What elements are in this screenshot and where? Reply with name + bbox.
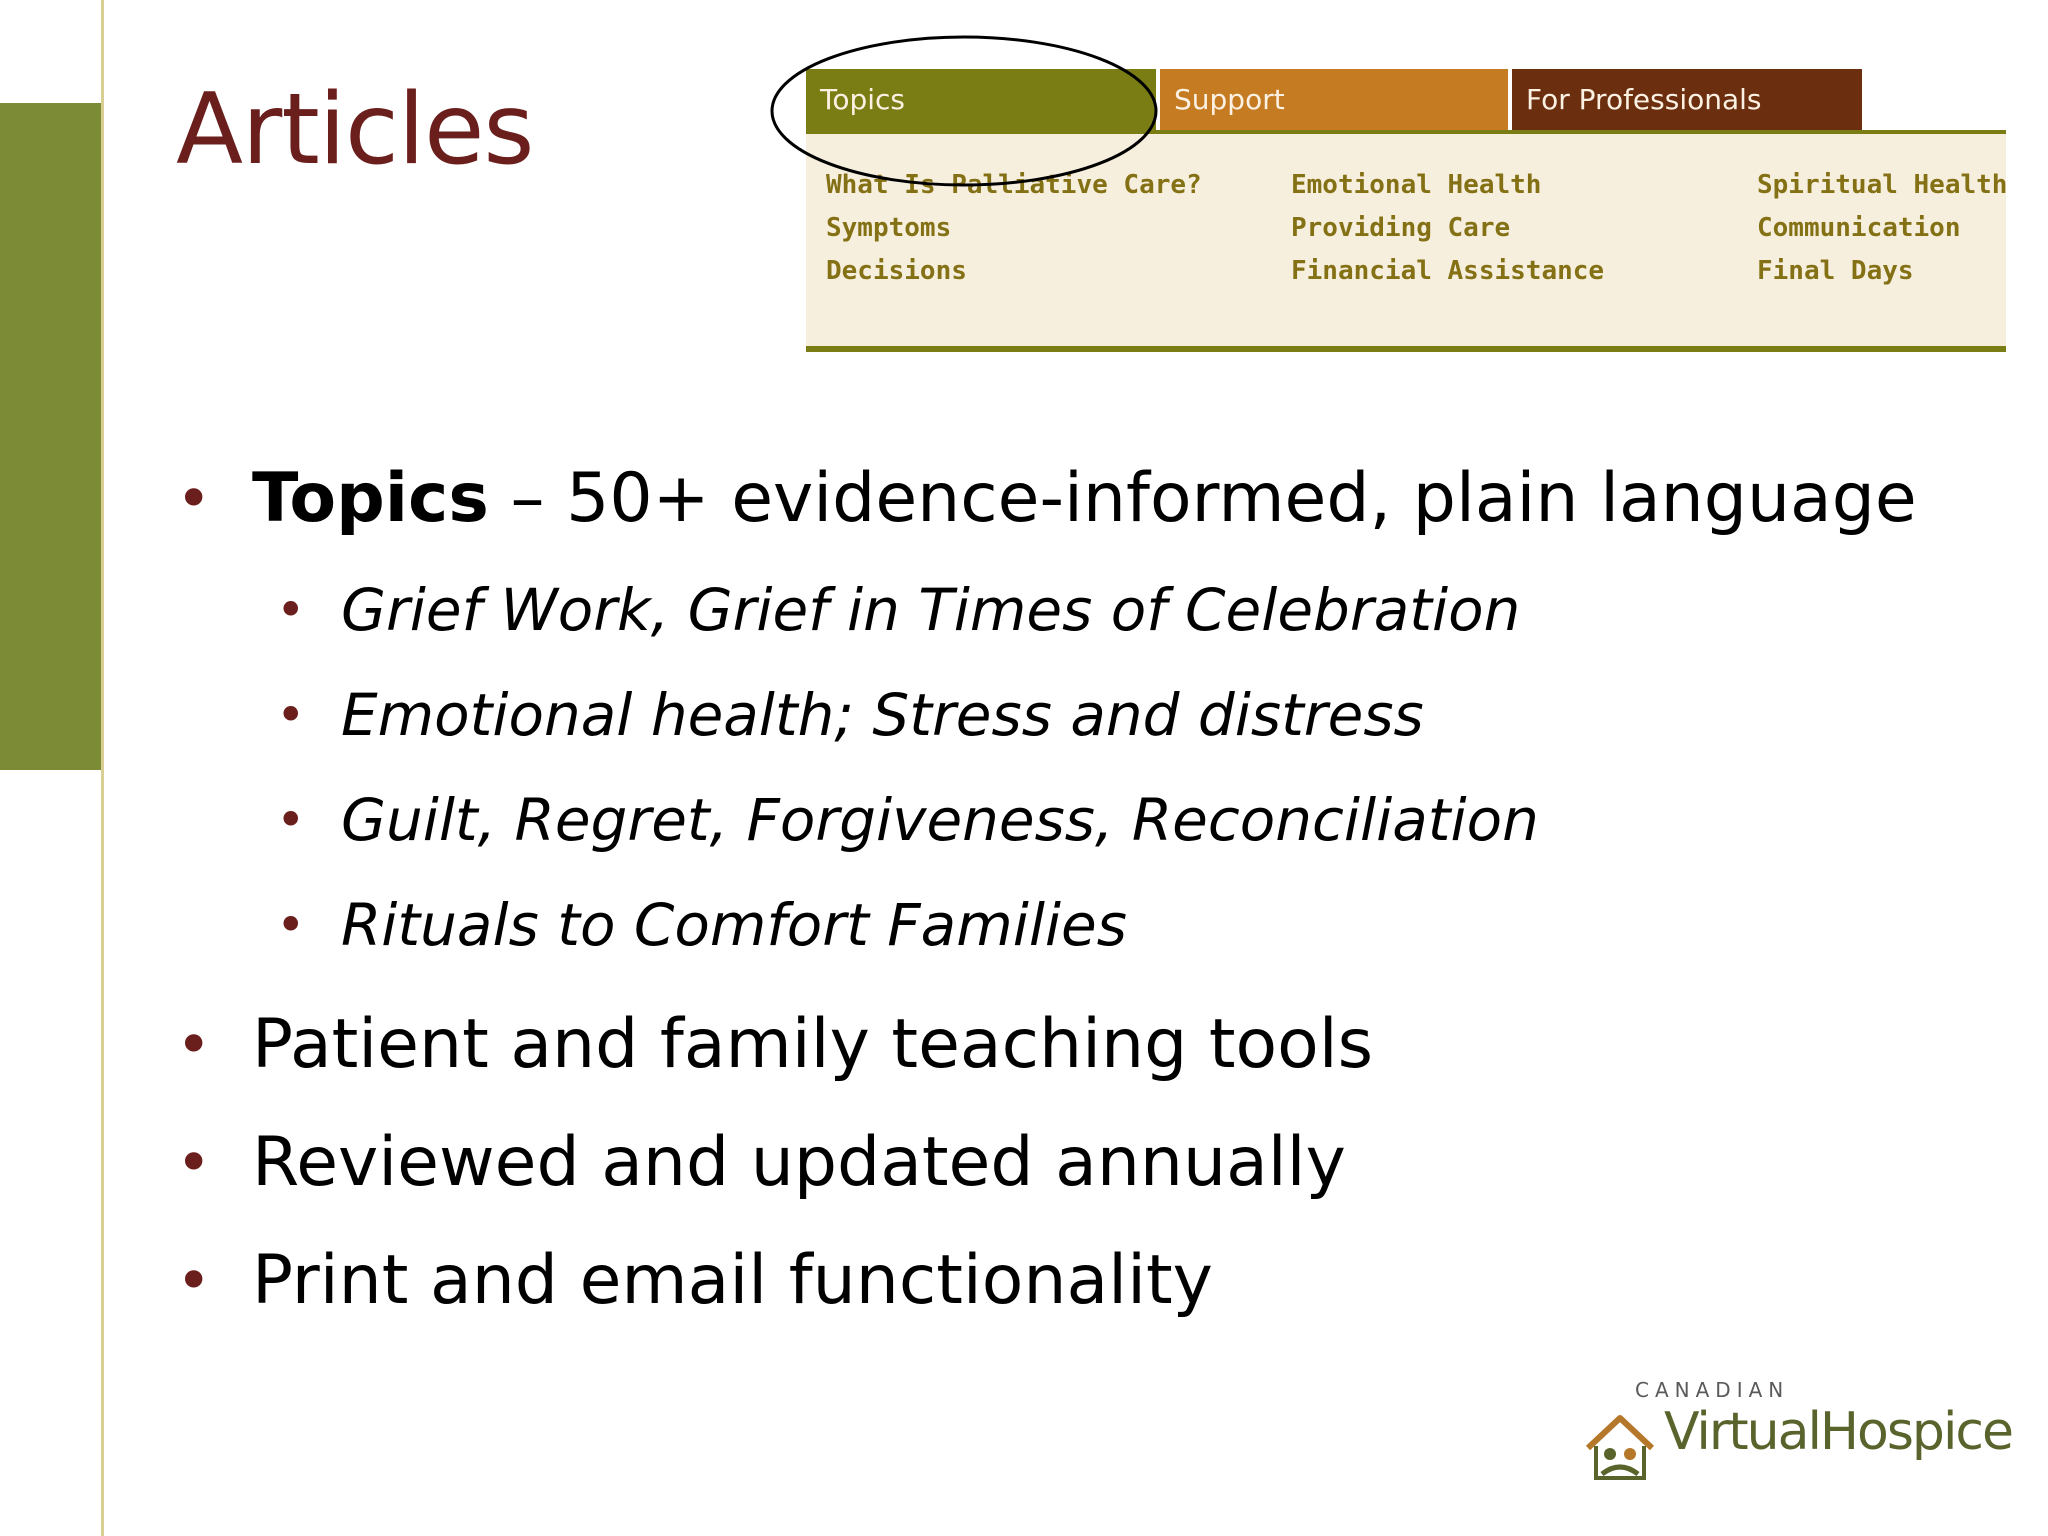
sub-bullet-text: Grief Work, Grief in Times of Celebration bbox=[341, 576, 1521, 644]
bullet-list bbox=[176, 440, 2016, 1340]
bullet-item bbox=[176, 1104, 2016, 1222]
menu-link-spiritual-health[interactable]: Spiritual Health bbox=[1757, 170, 2008, 200]
logo-word-virtual: Virtual bbox=[1664, 1402, 1820, 1462]
tab-support[interactable]: Support bbox=[1160, 69, 1508, 130]
menu-link-providing-care[interactable]: Providing Care bbox=[1291, 213, 1511, 243]
logo-wordmark bbox=[1664, 1402, 2012, 1462]
menu-column-2 bbox=[1291, 164, 1604, 293]
menu-column-3 bbox=[1757, 164, 2007, 293]
menu-link-symptoms[interactable]: Symptoms bbox=[826, 213, 952, 243]
bullet-text: Patient and family teaching tools bbox=[252, 1005, 1374, 1084]
bullet-text: Print and email functionality bbox=[252, 1241, 1213, 1320]
logo-subtitle: CANADIAN bbox=[1635, 1378, 1790, 1402]
tab-for-professionals[interactable]: For Professionals bbox=[1512, 69, 1862, 130]
sub-bullet bbox=[176, 663, 2016, 768]
bullet-dot: • bbox=[176, 1246, 212, 1316]
bullet-dot: • bbox=[276, 791, 306, 849]
canadian-virtual-hospice-logo bbox=[1580, 1378, 2012, 1488]
sub-bullet bbox=[176, 558, 2016, 663]
menu-link-emotional-health[interactable]: Emotional Health bbox=[1291, 170, 1542, 200]
bullet-text: Reviewed and updated annually bbox=[252, 1123, 1346, 1202]
slide-title: Articles bbox=[176, 73, 534, 187]
sub-bullet-text: Rituals to Comfort Families bbox=[341, 891, 1127, 959]
highlight-circle bbox=[768, 33, 1160, 189]
bullet-dot: • bbox=[276, 896, 306, 954]
sub-bullet-text: Guilt, Regret, Forgiveness, Reconciliation bbox=[341, 786, 1539, 854]
menu-link-decisions[interactable]: Decisions bbox=[826, 256, 967, 286]
bullet-item bbox=[176, 986, 2016, 1104]
menu-link-palliative-care[interactable]: What Is Palliative Care? bbox=[826, 170, 1202, 200]
topics-description: – 50+ evidence-informed, plain language bbox=[488, 459, 1917, 538]
sub-bullet bbox=[176, 873, 2016, 978]
sidebar-accent-bar bbox=[0, 103, 101, 770]
divider-line bbox=[101, 0, 104, 1536]
menu-link-communication[interactable]: Communication bbox=[1757, 213, 1961, 243]
bullet-dot: • bbox=[176, 1128, 212, 1198]
sub-bullet-text: Emotional health; Stress and distress bbox=[341, 681, 1424, 749]
topics-bold-label: Topics bbox=[252, 459, 489, 538]
logo-word-hospice: Hospice bbox=[1819, 1402, 2012, 1462]
menu-link-final-days[interactable]: Final Days bbox=[1757, 256, 1914, 286]
bullet-dot: • bbox=[176, 464, 212, 534]
bullet-dot: • bbox=[276, 686, 306, 744]
house-people-icon bbox=[1580, 1408, 1660, 1488]
bullet-topics bbox=[176, 440, 2016, 558]
bullet-dot: • bbox=[276, 581, 306, 639]
menu-link-financial-assistance[interactable]: Financial Assistance bbox=[1291, 256, 1605, 286]
bullet-item bbox=[176, 1222, 2016, 1340]
sub-bullet bbox=[176, 768, 2016, 873]
tab-topics[interactable]: Topics bbox=[806, 69, 1156, 130]
bullet-dot: • bbox=[176, 1010, 212, 1080]
